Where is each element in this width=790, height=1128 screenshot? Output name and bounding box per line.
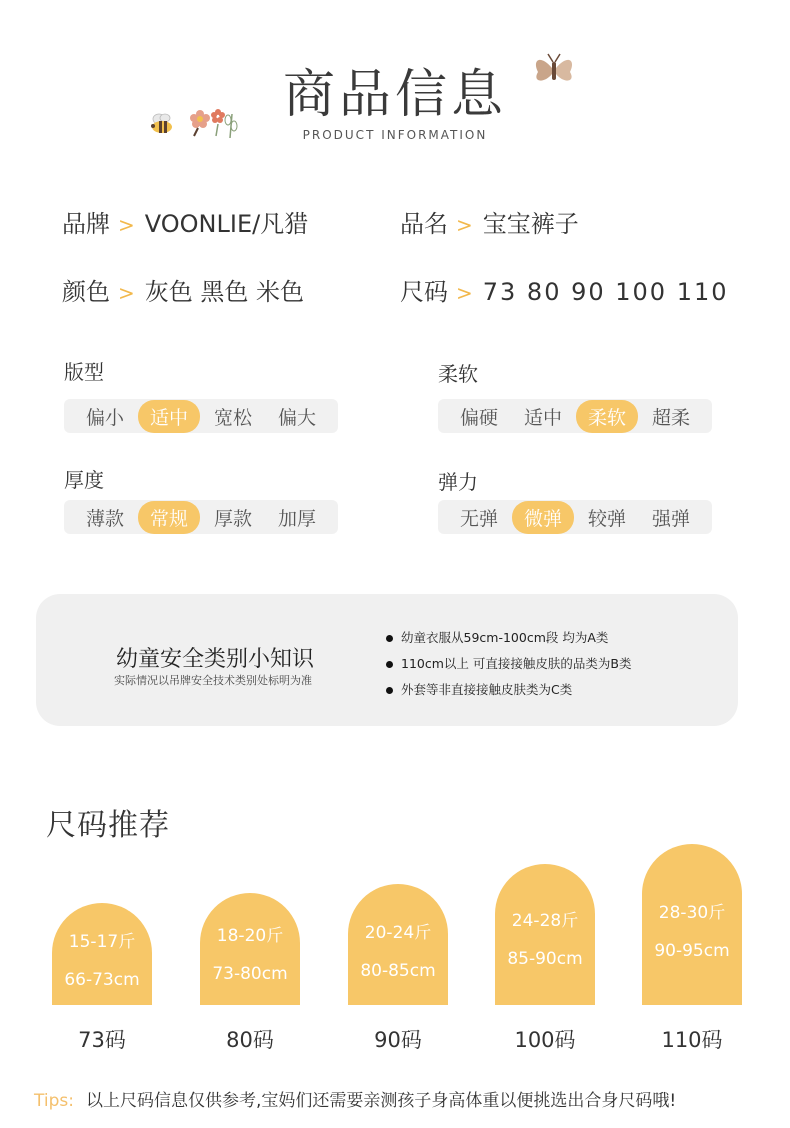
- size-value: 73 80 90 100 110: [482, 278, 729, 306]
- elasticity-option-3: 较弹: [587, 507, 626, 530]
- safety-bullet: 110cm以上 可直接接触皮肤的品类为B类: [386, 654, 631, 672]
- size-height: 66-73cm: [64, 970, 140, 990]
- fit-option-3: 宽松: [213, 406, 252, 429]
- fit-option-1: 偏小: [86, 406, 125, 429]
- chevron-right-icon: >: [118, 281, 135, 305]
- thickness-title: 厚度: [64, 468, 104, 492]
- size-weight: 28-30斤: [658, 903, 726, 923]
- thickness-option-selected: 常规: [138, 501, 200, 534]
- tips-text: 以上尺码信息仅供参考,宝妈们还需要亲测孩子身高体重以便挑选出合身尺码哦!: [85, 1091, 677, 1111]
- softness-title: 柔软: [438, 362, 478, 386]
- size-height: 80-85cm: [360, 961, 436, 981]
- tips: [34, 1086, 676, 1111]
- color-value: 灰色 黑色 米色: [144, 278, 305, 306]
- size-label-80: 80码: [226, 1028, 274, 1052]
- safety-bullet: 幼童衣服从59cm-100cm段 均为A类: [386, 628, 608, 646]
- size-weight: 15-17斤: [68, 932, 136, 952]
- size-card-100: [495, 864, 595, 1005]
- size-weight: 24-28斤: [511, 911, 579, 931]
- thickness-options: [64, 500, 338, 534]
- name-label: 品名: [400, 210, 448, 238]
- fit-option-selected: 适中: [138, 400, 200, 433]
- bullet-dot-icon: [386, 661, 393, 668]
- flower-icon: [186, 106, 242, 142]
- chevron-right-icon: >: [118, 213, 135, 237]
- size-card-73: [52, 903, 152, 1005]
- bee-icon: [148, 110, 176, 136]
- size-label-73: 73码: [78, 1028, 126, 1052]
- thickness-option-1: 薄款: [86, 507, 125, 530]
- size-height: 90-95cm: [654, 941, 730, 961]
- size-recommend-title: 尺码推荐: [46, 808, 170, 843]
- elasticity-options: [438, 500, 712, 534]
- brand-label: 品牌: [62, 210, 110, 238]
- size-label-110: 110码: [661, 1028, 723, 1052]
- safety-subtitle: 实际情况以吊牌安全技术类别处标明为准: [114, 674, 312, 687]
- bullet-dot-icon: [386, 635, 393, 642]
- softness-option-selected: 柔软: [576, 400, 638, 433]
- page-subtitle: PRODUCT INFORMATION: [302, 128, 488, 142]
- bullet-dot-icon: [386, 687, 393, 694]
- safety-title: 幼童安全类别小知识: [116, 647, 315, 672]
- size-height: 73-80cm: [212, 964, 288, 984]
- size-weight: 18-20斤: [216, 926, 284, 946]
- size-card-90: [348, 884, 448, 1005]
- size-label: 尺码: [400, 278, 448, 306]
- softness-option-4: 超柔: [651, 406, 690, 429]
- color-row: [62, 272, 304, 307]
- size-label-90: 90码: [374, 1028, 422, 1052]
- size-label-100: 100码: [514, 1028, 576, 1052]
- elasticity-option-4: 强弹: [651, 507, 690, 530]
- thickness-option-3: 厚款: [213, 507, 252, 530]
- size-height: 85-90cm: [507, 949, 583, 969]
- page-title: 商品信息: [282, 65, 507, 125]
- color-label: 颜色: [62, 278, 110, 306]
- softness-option-2: 适中: [523, 406, 562, 429]
- name-row: [400, 204, 579, 239]
- softness-option-1: 偏硬: [460, 406, 499, 429]
- elasticity-title: 弹力: [438, 470, 478, 494]
- thickness-option-4: 加厚: [277, 507, 316, 530]
- chevron-right-icon: >: [456, 281, 473, 305]
- safety-bullet: 外套等非直接接触皮肤类为C类: [386, 680, 572, 698]
- size-row: [400, 272, 729, 307]
- brand-value: VOONLIE/凡猎: [144, 210, 309, 238]
- chevron-right-icon: >: [456, 213, 473, 237]
- butterfly-icon: [530, 50, 578, 90]
- fit-title: 版型: [64, 360, 104, 384]
- fit-option-4: 偏大: [277, 406, 316, 429]
- softness-options: [438, 399, 712, 433]
- size-weight: 20-24斤: [364, 923, 432, 943]
- elasticity-option-selected: 微弹: [512, 501, 574, 534]
- fit-options: [64, 399, 338, 433]
- size-card-110: [642, 844, 742, 1005]
- tips-label: Tips:: [34, 1091, 74, 1111]
- elasticity-option-1: 无弹: [460, 507, 499, 530]
- brand-row: [62, 204, 308, 239]
- name-value: 宝宝裤子: [482, 210, 579, 238]
- size-card-80: [200, 893, 300, 1005]
